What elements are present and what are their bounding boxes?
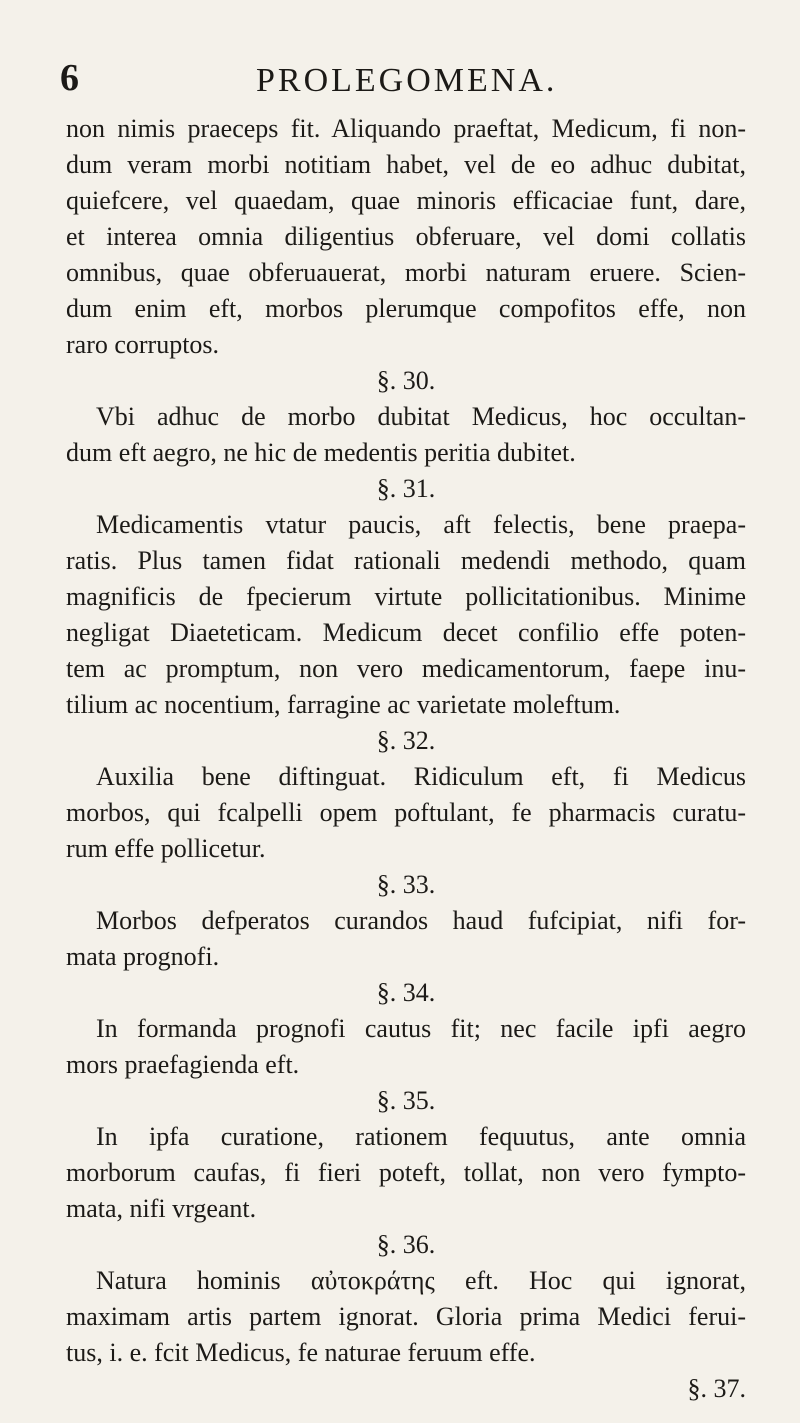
section-heading-33: §. 33. (376, 870, 436, 899)
text-line: et interea omnia diligentius obferuare, vel domi collatis (66, 222, 746, 251)
text-line: magnificis de fpecierum virtute pollicitationibus. Minime (66, 582, 746, 611)
paragraph-35 (66, 1119, 746, 1227)
text-line: ratis. Plus tamen fidat rationali medendi methodo, quam (66, 546, 746, 575)
text-line: In formanda prognofi cautus fit; nec facile ipfi aegro (96, 1014, 746, 1043)
text-line: morborum caufas, fi fieri poteft, tollat, non vero fympto- (66, 1158, 746, 1187)
text-line: mata prognofi. (66, 942, 220, 971)
section-heading-30: §. 30. (376, 366, 436, 395)
page-number: 6 (60, 57, 79, 99)
text-line: In ipfa curatione, rationem fequutus, ante omnia (96, 1122, 746, 1151)
text-line: tilium ac nocentium, farragine ac varietate moleftum. (66, 690, 621, 719)
paragraph-34 (66, 1011, 746, 1083)
text-line: maximam artis partem ignorat. Gloria prima Medici ferui- (66, 1302, 746, 1331)
text-line: quiefcere, vel quaedam, quae minoris efficaciae funt, dare, (66, 186, 746, 215)
text-line: Auxilia bene diftinguat. Ridiculum eft, fi Medicus (96, 762, 746, 791)
section-heading-31: §. 31. (376, 474, 436, 503)
section-heading-34: §. 34. (376, 978, 436, 1007)
text-line: Natura hominis αὐτοκράτης eft. Hoc qui ignorat, (96, 1266, 746, 1295)
paragraph-36 (66, 1263, 746, 1371)
section-heading-36: §. 36. (376, 1230, 436, 1259)
catchword: §. 37. (687, 1374, 746, 1403)
section-heading-35: §. 35. (376, 1086, 436, 1115)
section-heading-32: §. 32. (376, 726, 436, 755)
text-line: rum effe pollicetur. (66, 834, 266, 863)
paragraph-33 (66, 903, 746, 975)
paragraph-32 (66, 759, 746, 867)
text-line: mata, nifi vrgeant. (66, 1194, 257, 1223)
running-head: PROLEGOMENA. (256, 62, 558, 99)
text-line: dum eft aegro, ne hic de medentis peritia dubitet. (66, 438, 576, 467)
text-line: morbos, qui fcalpelli opem poftulant, fe pharmacis curatu- (66, 798, 746, 827)
page-header (60, 56, 740, 100)
text-line: Morbos defperatos curandos haud fufcipiat, nifi for- (96, 906, 746, 935)
text-line: mors praefagienda eft. (66, 1050, 300, 1079)
text-line: omnibus, quae obferuauerat, morbi naturam eruere. Scien- (66, 258, 746, 287)
paragraph-continued (66, 111, 746, 363)
text-body (66, 111, 746, 1407)
text-line: non nimis praeceps fit. Aliquando praeftat, Medicum, fi non- (66, 114, 746, 143)
text-line: dum veram morbi notitiam habet, vel de eo adhuc dubitat, (66, 150, 746, 179)
text-line: Vbi adhuc de morbo dubitat Medicus, hoc occultan- (96, 402, 746, 431)
text-line: tus, i. e. fcit Medicus, fe naturae feruum effe. (66, 1338, 536, 1367)
text-line: Medicamentis vtatur paucis, aft felectis, bene praepa- (96, 510, 746, 539)
text-line: tem ac promptum, non vero medicamentorum, faepe inu- (66, 654, 746, 683)
paragraph-31 (66, 507, 746, 723)
text-line: raro corruptos. (66, 330, 220, 359)
paragraph-30 (66, 399, 746, 471)
text-line: negligat Diaeteticam. Medicum decet confilio effe poten- (66, 618, 746, 647)
text-line: dum enim eft, morbos plerumque compofitos effe, non (66, 294, 746, 323)
